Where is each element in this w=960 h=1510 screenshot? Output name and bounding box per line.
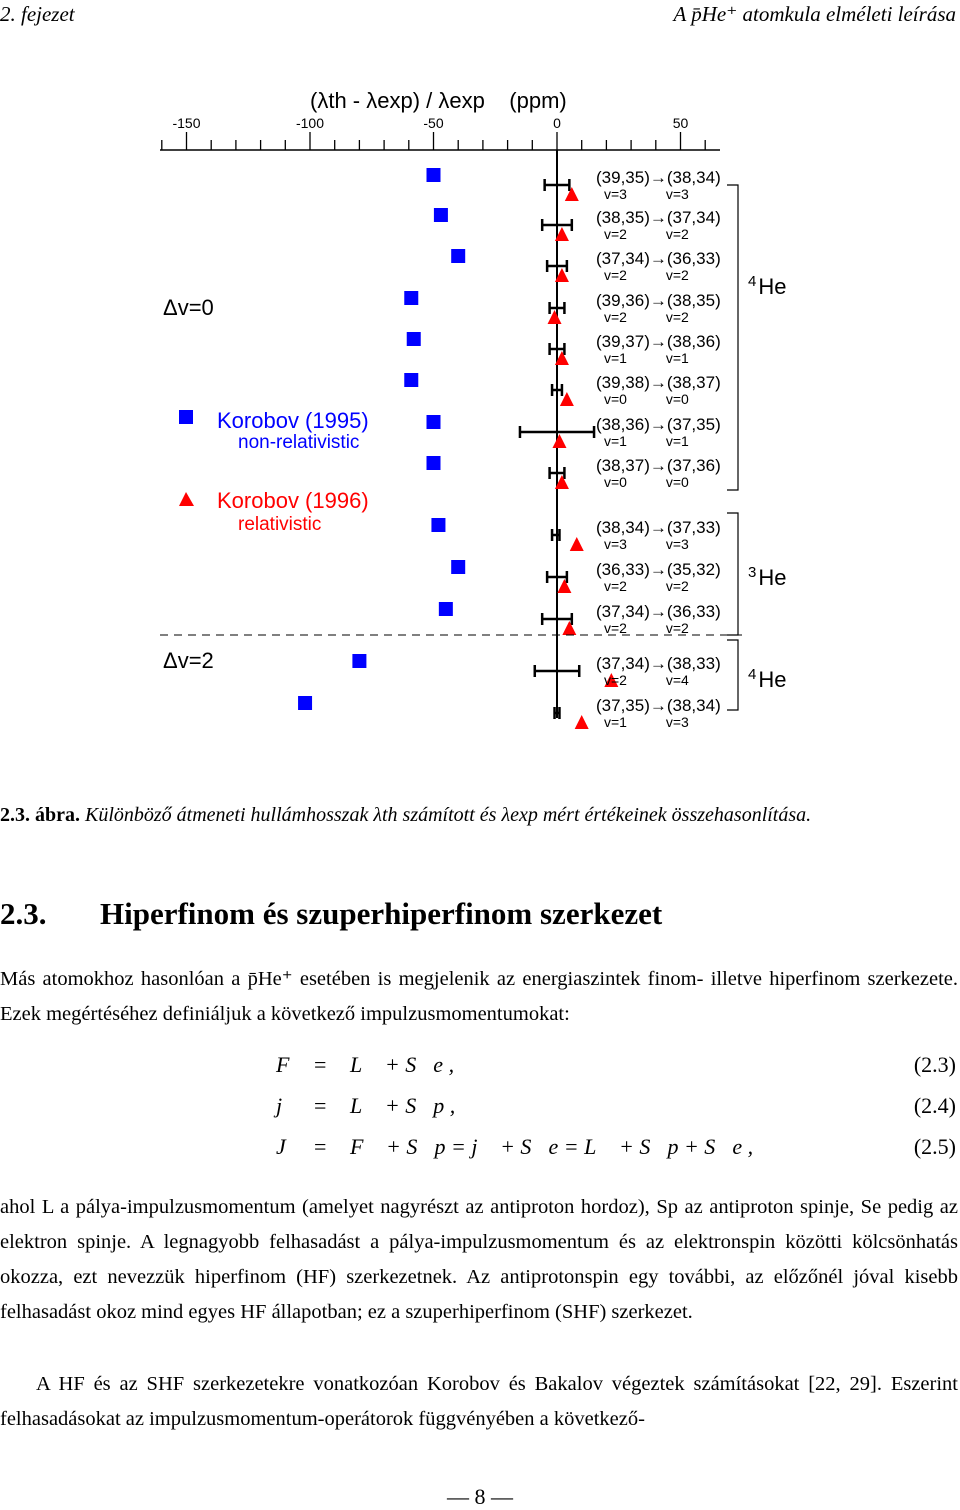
paragraph-intro: Más atomokhoz hasonlóan a p̄He⁺ esetében is megjelenik az energiaszintek finom- illetve hiperfinom szerkezete. Ezek megértéséhez definiáljuk a következő impulzusmomentumokat: (0, 968, 958, 1025)
korobov1995-point (427, 168, 441, 182)
eq-lhs: J⃗ (276, 1134, 303, 1159)
comparison-figure (0, 70, 960, 730)
transition-sublabel: v=2 v=2 (604, 309, 689, 325)
equation-2-5 (0, 1134, 960, 1170)
chapter-label: 2. fejezet (0, 2, 75, 26)
tick-label: -50 (423, 115, 444, 131)
korobov1995-point (427, 415, 441, 429)
eq-rhs: L⃗ + S⃗p , (350, 1093, 456, 1118)
x-axis-ticks (162, 132, 705, 150)
eq-op: = (314, 1134, 327, 1159)
korobov1996-point (575, 715, 589, 729)
eq-rhs: L⃗ + S⃗e , (350, 1052, 455, 1077)
figure-caption (0, 798, 940, 832)
tick-label: 0 (553, 115, 561, 131)
transition-label: (39,37)→(38,36) (596, 332, 721, 351)
transition-label: (37,34)→(36,33) (596, 249, 721, 268)
axis-title: (λth - λexp) / λexp (ppm) (310, 88, 567, 113)
bracket-he3 (727, 513, 738, 635)
equation-2-3 (0, 1052, 960, 1088)
korobov1995-point (431, 518, 445, 532)
transition-sublabel: v=2 v=2 (604, 578, 689, 594)
tick-label: -100 (295, 115, 325, 131)
transition-label: (38,34)→(37,33) (596, 518, 721, 537)
legend-square-marker (179, 410, 193, 424)
section-number: 2.3. (0, 896, 47, 931)
korobov1995-point (434, 208, 448, 222)
group-label-dv2: Δv=2 (163, 648, 214, 673)
paragraph-korobov: A HF és az SHF szerkezetekre vonatkozóan Korobov és Bakalov végeztek számításokat [22, 29]. Eszerint felhasadásokat az impulzusmomentum-operátorok függvényében a következő- (0, 1373, 958, 1430)
transition-sublabel: v=0 v=0 (604, 474, 689, 490)
transition-label: (39,35)→(38,34) (596, 168, 721, 187)
transition-label: (37,35)→(38,34) (596, 696, 721, 715)
transition-label: (37,34)→(38,33) (596, 654, 721, 673)
transition-sublabel: v=2 v=4 (604, 672, 689, 688)
korobov1995-point (439, 602, 453, 616)
korobov1995-point (404, 373, 418, 387)
equation-2-4 (0, 1093, 960, 1129)
korobov1995-point (427, 456, 441, 470)
transition-sublabel: v=2 v=2 (604, 267, 689, 283)
tick-label: -150 (172, 115, 201, 131)
transition-sublabel: v=2 v=2 (604, 226, 689, 242)
legend-korobov1996-sub: relativistic (238, 514, 322, 535)
section-heading (0, 896, 662, 932)
korobov1996-point (552, 434, 566, 448)
korobov1995-point (404, 291, 418, 305)
legend-korobov1996: Korobov (1996) (217, 488, 369, 513)
eq-number: (2.3) (913, 1052, 956, 1077)
korobov1996-point (565, 187, 579, 201)
transition-sublabel: v=0 v=0 (604, 391, 689, 407)
transition-label: (38,36)→(37,35) (596, 415, 721, 434)
transition-sublabel: v=1 v=1 (604, 433, 689, 449)
eq-rhs: F⃗ + S⃗p = j⃗ + S⃗e = L⃗ + S⃗p + S⃗e , (350, 1134, 754, 1159)
caption-label: 2.3. ábra. (0, 804, 80, 826)
eq-lhs: j⃗ (276, 1093, 300, 1118)
transition-label: (39,38)→(38,37) (596, 373, 721, 392)
korobov1995-point (352, 654, 366, 668)
korobov1996-point (557, 579, 571, 593)
page-number: — 8 — (447, 1484, 513, 1509)
bracket-he4-bottom (727, 640, 738, 710)
korobov1995-point (451, 560, 465, 574)
caption-text: Különböző átmeneti hullámhosszak λth számított és λexp mért értékeinek összehasonlítása. (85, 804, 812, 826)
eq-op: = (314, 1052, 327, 1077)
tick-label: 50 (672, 115, 689, 131)
eq-lhs: F⃗ (276, 1052, 307, 1077)
bracket-he4-top (727, 185, 738, 490)
transition-label: (39,36)→(38,35) (596, 291, 721, 310)
transition-label: (38,37)→(37,36) (596, 456, 721, 475)
transition-sublabel: v=1 v=3 (604, 714, 689, 730)
transition-sublabel: v=3 v=3 (604, 536, 689, 552)
species-he3: $^3$He (748, 564, 787, 590)
korobov1996-point (562, 621, 576, 635)
species-he4-bottom: $^4$He (748, 666, 787, 692)
eq-number: (2.4) (913, 1093, 956, 1118)
transition-sublabel: v=3 v=3 (604, 186, 689, 202)
species-he4-top: $^4$He (748, 273, 787, 299)
running-header (0, 0, 960, 32)
legend-korobov1995: Korobov (1995) (217, 408, 369, 433)
transition-label: (38,35)→(37,34) (596, 208, 721, 227)
eq-op: = (314, 1093, 327, 1118)
section-title: Hiperfinom és szuperhiperfinom szerkezet (100, 896, 663, 931)
legend-korobov1995-sub: non-relativistic (238, 432, 360, 453)
korobov1995-point (407, 332, 421, 346)
transition-sublabel: v=1 v=1 (604, 350, 689, 366)
eq-number: (2.5) (913, 1134, 956, 1159)
korobov1996-point (570, 537, 584, 551)
tick-labels (172, 115, 688, 131)
legend-triangle-marker (179, 492, 194, 506)
transition-labels (596, 168, 721, 730)
transition-label: (36,33)→(35,32) (596, 560, 721, 579)
chapter-title: A p̄He⁺ atomkula elméleti leírása (673, 2, 956, 26)
korobov1995-point (298, 696, 312, 710)
transition-sublabel: v=2 v=2 (604, 620, 689, 636)
korobov1995-point (451, 249, 465, 263)
transition-label: (37,34)→(36,33) (596, 602, 721, 621)
group-label-dv0: Δv=0 (163, 295, 214, 320)
paragraph-hf: ahol L a pálya-impulzusmomentum (amelyet nagyrészt az antiproton hordoz), Sp az antiproton spinje, Se pedig az elektron spinje. A legnagyobb felhasadást a pálya-impulzusmomentum és az elektronspin közötti kölcsönhatás okozza, ezt nevezzük hiperfinom (HF) szerkezetnek. Az antiprotonspin egy további, az előzőnél jóval kisebb felhasadást okoz mind egyes HF állapotban; ez a szuperhiperfinom (SHF) szerkezet. (0, 1196, 958, 1323)
